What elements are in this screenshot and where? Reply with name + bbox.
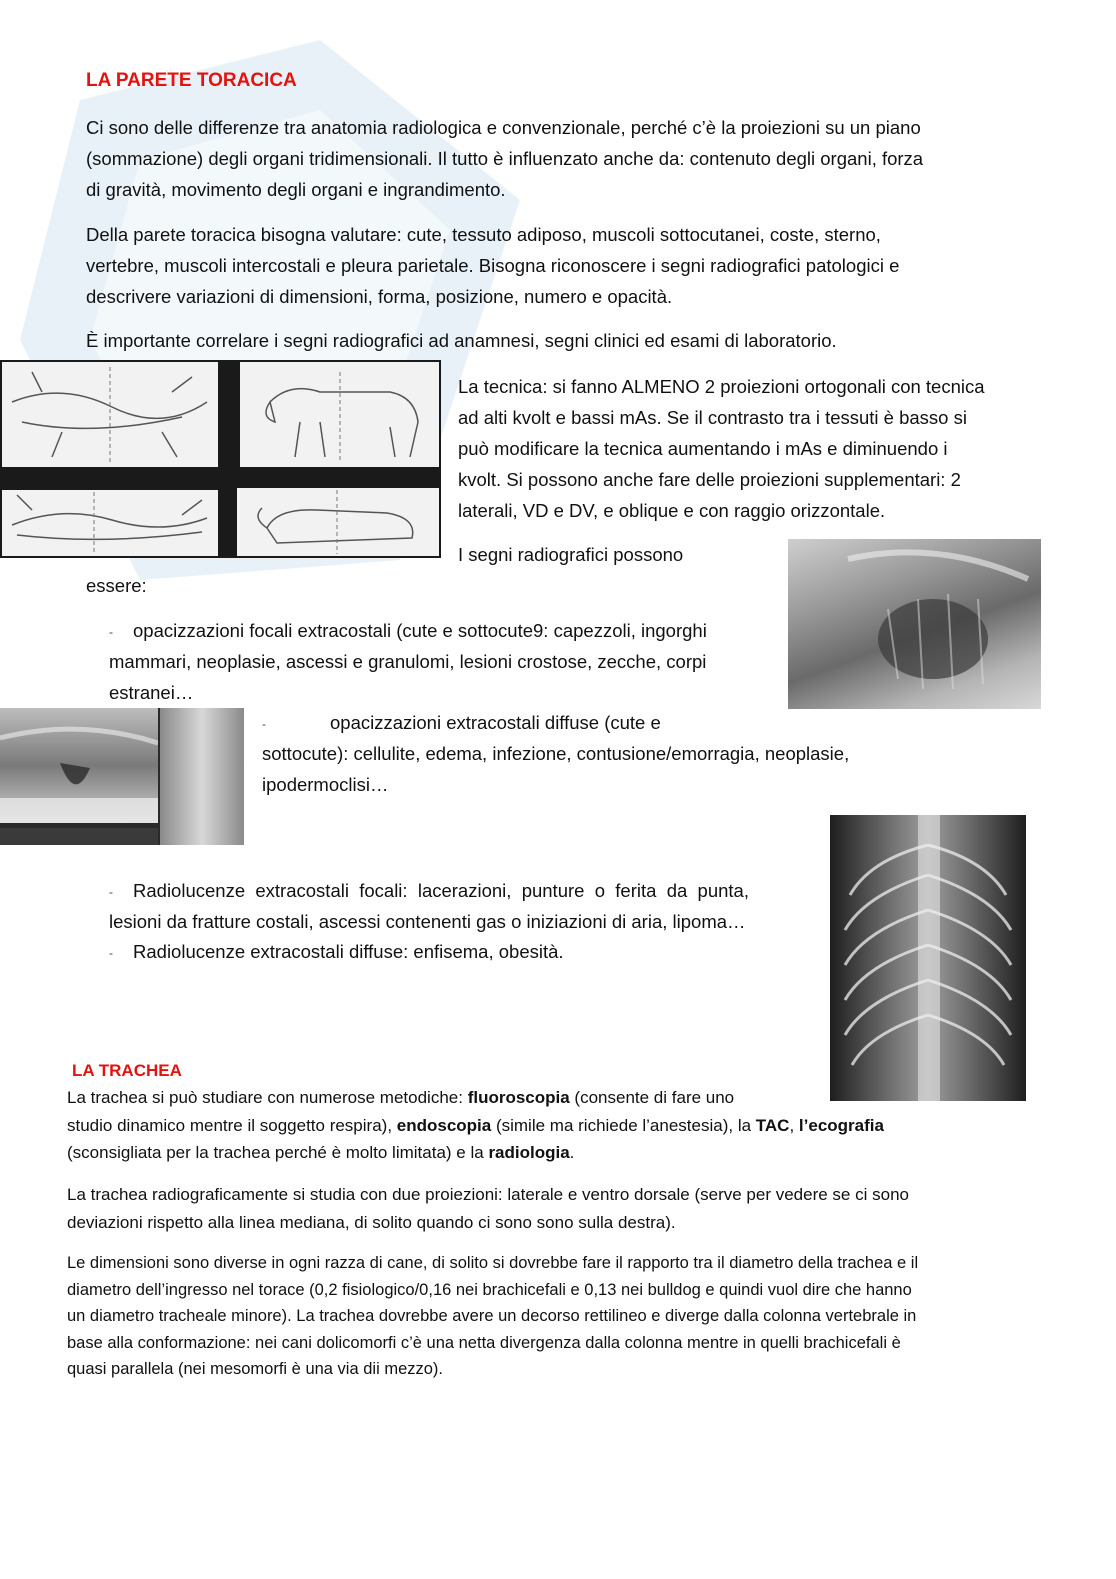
radiograph-pair [0, 708, 244, 845]
text-line: (sconsigliata per la trachea perché è molto limitata) e la radiologia. [67, 1143, 575, 1162]
bullet-opacizzazioni-focali [109, 615, 789, 708]
paragraph-metodiche [67, 1084, 967, 1167]
text-line: un diametro tracheale minore). La trachea dovrebbe avere un decorso rettilineo e diverge dalla colonna vertebrale in [67, 1307, 917, 1325]
bullet-dash: - [262, 717, 266, 731]
text-line: ipodermoclisi… [262, 774, 389, 795]
text-line: di gravità, movimento degli organi e ingrandimento. [86, 179, 506, 200]
text-line: descrivere variazioni di dimensioni, forma, posizione, numero e opacità. [86, 286, 673, 307]
text-line: Della parete toracica bisogna valutare: cute, tessuto adiposo, muscoli sottocutanei, coste, sterno, [86, 224, 881, 245]
text-line: Radiolucenze extracostali diffuse: enfisema, obesità. [133, 941, 564, 962]
text-line: vertebre, muscoli intercostali e pleura parietale. Bisogna riconoscere i segni radiografici patologici e [86, 255, 900, 276]
radiograph-lateral [0, 708, 158, 823]
text-line: La trachea si può studiare con numerose metodiche: fluoroscopia (consente di fare uno [67, 1088, 735, 1107]
text-line: ad alti kvolt e bassi mAs. Se il contrasto tra i tessuti è basso si [458, 407, 967, 428]
illustration-dog-lying [237, 488, 439, 556]
heading-trachea: LA TRACHEA [72, 1061, 182, 1080]
radiograph-border [0, 828, 158, 845]
text-line: Ci sono delle differenze tra anatomia radiologica e convenzionale, perché c’è la proiezioni su un piano [86, 117, 921, 138]
segni-intro-start: I segni radiografici possono [458, 544, 684, 565]
radiograph-vd-thorax [830, 815, 1026, 1101]
text-line: kvolt. Si possono anche fare delle proiezioni supplementari: 2 [458, 469, 961, 490]
paragraph-valutazione [86, 219, 1046, 312]
bullet-dash: - [109, 885, 113, 899]
text-line: base alla conformazione: nei cani dolicomorfi c’è una netta divergenza dalla colonna mentre in quelli brachicefali è [67, 1333, 901, 1352]
text-line: mammari, neoplasie, ascessi e granulomi, lesioni crostose, zecche, corpi [109, 651, 707, 672]
text-line: opacizzazioni extracostali diffuse (cute e [330, 712, 661, 733]
text-line: deviazioni rispetto alla linea mediana, di solito quando ci sono sono sulla destra). [67, 1212, 676, 1232]
text-line: diametro dell’ingresso nel torace (0,2 fisiologico/0,16 nei brachicefali e 0,13 nei bulldog e quindi vuol dire che hanno [67, 1280, 912, 1299]
paragraph-correlazione: È importante correlare i segni radiografici ad anamnesi, segni clinici ed esami di laboratorio. [86, 330, 837, 351]
text-line: può modificare la tecnica aumentando i mAs e diminuendo i [458, 438, 948, 459]
text-line: (sommazione) degli organi tridimensionali. Il tutto è influenzato anche da: contenuto degli organi, forza [86, 148, 924, 169]
text-line: opacizzazioni focali extracostali (cute e sottocute9: capezzoli, ingorghi [133, 620, 707, 641]
text-line: estranei… [109, 682, 194, 703]
text-line: Radiolucenze extracostali focali: lacerazioni, punture o ferita da punta, [133, 880, 749, 901]
illustration-dog-lateral [2, 490, 218, 556]
paragraph-proiezioni [67, 1181, 1057, 1236]
text-line: La trachea radiograficamente si studia con due proiezioni: laterale e ventro dorsale (serve per vedere se ci sono [67, 1185, 909, 1204]
bullet-radiolucenze-diffuse [109, 936, 799, 967]
positioning-illustrations [0, 360, 441, 558]
bullet-dash: - [109, 625, 113, 639]
segni-intro-end: essere: [86, 575, 147, 596]
text-line: studio dinamico mentre il soggetto respira), endoscopia (simile ma richiede l’anestesia), la TAC, l’ecografia [67, 1115, 884, 1135]
illustration-dog-standing [240, 362, 439, 467]
text-line: Le dimensioni sono diverse in ogni razza di cane, di solito si dovrebbe fare il rapporto tra il diametro della trachea e il [67, 1254, 919, 1272]
text-line: laterali, VD e DV, e oblique e con raggio orizzontale. [458, 500, 886, 521]
paragraph-anatomia [86, 112, 1046, 205]
heading-parete-toracica: LA PARETE TORACICA [86, 70, 297, 91]
paragraph-dimensioni [67, 1250, 1067, 1383]
text-line: sottocute): cellulite, edema, infezione, contusione/emorragia, neoplasie, [262, 743, 850, 764]
radiograph-vd [160, 708, 244, 845]
bullet-radiolucenze-focali [109, 875, 799, 937]
text-line: La tecnica: si fanno ALMENO 2 proiezioni ortogonali con tecnica [458, 376, 985, 397]
paragraph-tecnica [458, 371, 1078, 526]
text-line: quasi parallela (nei mesomorfi è una via dii mezzo). [67, 1360, 444, 1378]
bullet-dash: - [109, 946, 113, 960]
radiograph-lateral-thorax [788, 539, 1041, 709]
bullet-opacizzazioni-diffuse [262, 707, 962, 800]
illustration-dog-dorsal [2, 362, 218, 467]
text-line: lesioni da fratture costali, ascessi contenenti gas o iniziazioni di aria, lipoma… [109, 911, 746, 932]
